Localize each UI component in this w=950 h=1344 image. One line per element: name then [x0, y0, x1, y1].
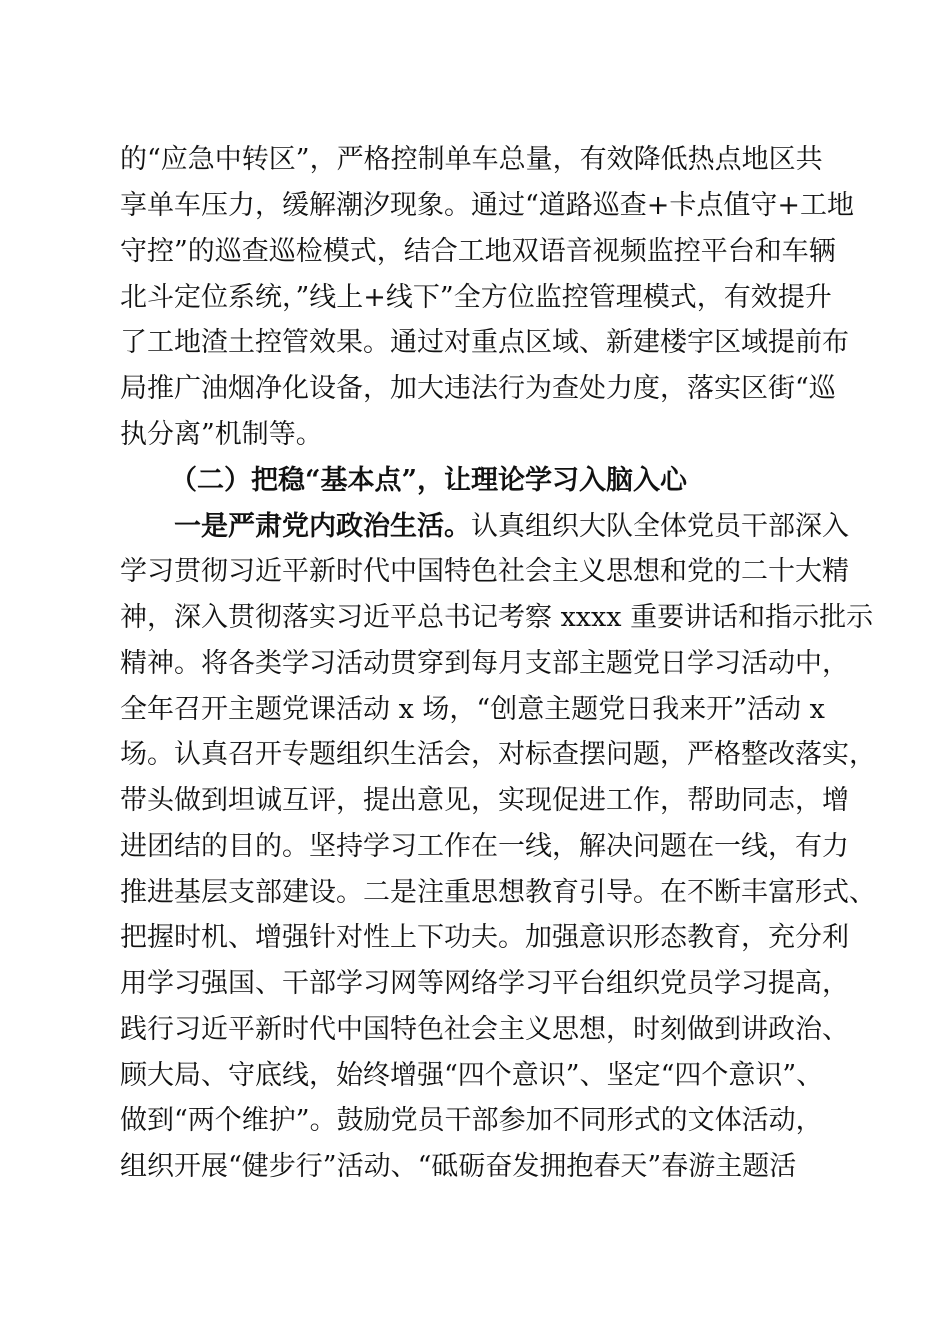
text-line-content: 组织开展“健步行”活动、“砥砺奋发拥抱春天”春游主题活 — [120, 1151, 797, 1182]
text-line — [0, 1010, 950, 1050]
text-line — [0, 1147, 950, 1187]
text-line — [0, 1101, 950, 1141]
text-line-content: 的“应急中转区”，严格控制单车总量，有效降低热点地区共 — [120, 144, 823, 175]
text-line — [0, 278, 950, 318]
text-line — [0, 644, 950, 684]
text-line — [0, 552, 950, 592]
text-line — [0, 140, 950, 180]
text-line — [0, 873, 950, 913]
text-line-content: 守控”的巡查巡检模式，结合工地双语音视频监控平台和车辆 — [120, 236, 836, 267]
text-line — [0, 690, 950, 730]
text-line-content: 执分离”机制等。 — [120, 419, 323, 450]
text-line-content: 全年召开主题党课活动 x 场，“创意主题党日我来开”活动 x — [120, 694, 825, 725]
text-line — [0, 186, 950, 226]
text-line-content: 精神。将各类学习活动贯穿到每月支部主题党日学习活动中， — [120, 648, 849, 679]
text-line-content: 把握时机、增强针对性上下功夫。加强意识形态教育，充分利 — [120, 922, 849, 953]
text-line-content: 享单车压力，缓解潮汐现象。通过“道路巡查+卡点值守+工地 — [120, 190, 855, 221]
text-line-content: 顾大局、守底线，始终增强“四个意识”、坚定“四个意识”、 — [120, 1060, 824, 1091]
text-line — [0, 415, 950, 455]
paragraph-lead-bold: 一是严肃党内政治生活。 — [174, 511, 471, 542]
text-line-content: 了工地渣土控管效果。通过对重点区域、新建楼宇区域提前布 — [120, 327, 849, 358]
text-line-content: 践行习近平新时代中国特色社会主义思想，时刻做到讲政治、 — [120, 1014, 849, 1045]
text-line-content: 推进基层支部建设。二是注重思想教育引导。在不断丰富形式、 — [120, 877, 876, 908]
section-heading-text: （二）把稳“基本点”，让理论学习入脑入心 — [170, 465, 688, 496]
section-heading — [0, 461, 950, 501]
text-line-content: 学习贯彻习近平新时代中国特色社会主义思想和党的二十大精 — [120, 556, 849, 587]
text-line-content: 带头做到坦诚互评，提出意见，实现促进工作，帮助同志，增 — [120, 785, 849, 816]
text-line — [0, 598, 950, 638]
text-line — [0, 232, 950, 272]
text-line-content: 北斗定位系统，”线上+线下”全方位监控管理模式，有效提升 — [120, 282, 832, 313]
text-line — [0, 323, 950, 363]
text-line-content: 神，深入贯彻落实习近平总书记考察 xxxx 重要讲话和指示批示 — [120, 602, 874, 633]
text-line — [0, 735, 950, 775]
text-line-content: 做到“两个维护”。鼓励党员干部参加不同形式的文体活动， — [120, 1105, 823, 1136]
paragraph-lead-rest: 认真组织大队全体党员干部深入 — [471, 511, 849, 542]
paragraph-first-line — [0, 507, 950, 547]
text-line-content: 进团结的目的。坚持学习工作在一线，解决问题在一线，有力 — [120, 831, 849, 862]
text-line — [0, 369, 950, 409]
text-line-content: 场。认真召开专题组织生活会，对标查摆问题，严格整改落实， — [120, 739, 876, 770]
text-line-content: 用学习强国、干部学习网等网络学习平台组织党员学习提高， — [120, 968, 849, 999]
text-line — [0, 964, 950, 1004]
text-line-content: 局推广油烟净化设备，加大违法行为查处力度，落实区街“巡 — [120, 373, 836, 404]
text-line — [0, 1056, 950, 1096]
text-line — [0, 918, 950, 958]
text-line — [0, 781, 950, 821]
text-line — [0, 827, 950, 867]
